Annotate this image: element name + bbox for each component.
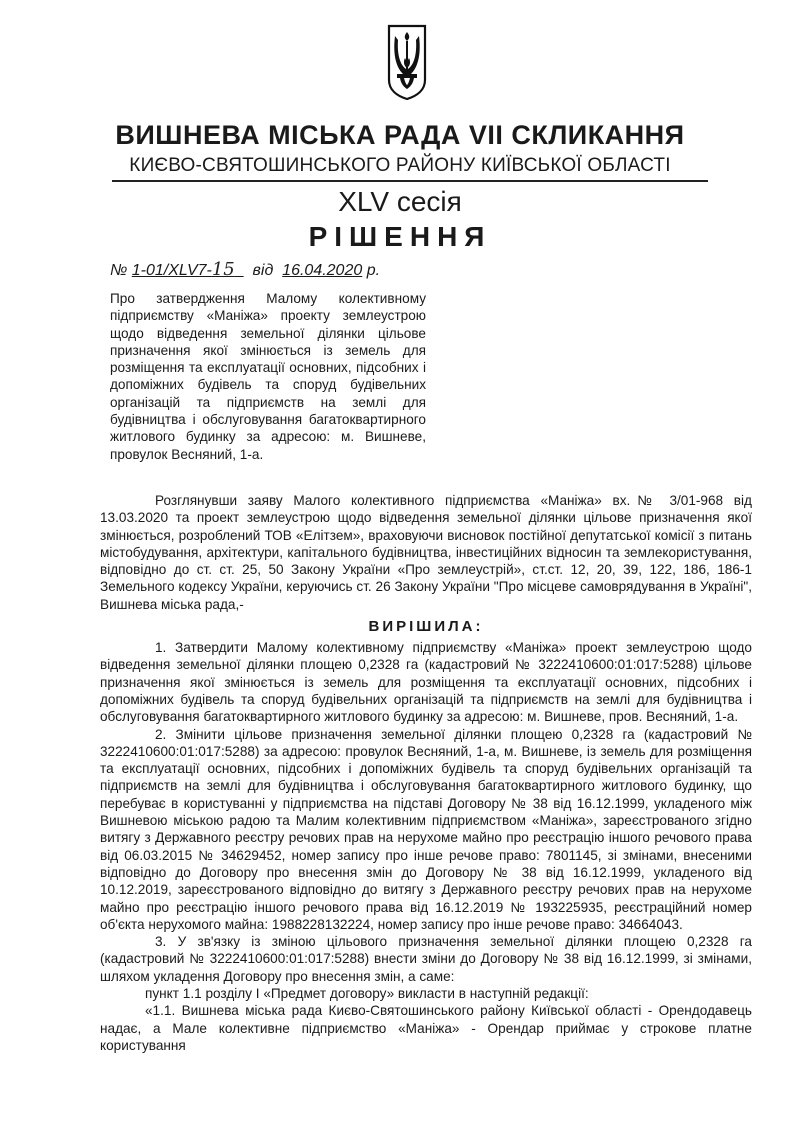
- number-label: №: [110, 262, 128, 279]
- header-divider: [112, 180, 708, 182]
- item-2: 2. Змінити цільове призначення земельної ділянки площею 0,2328 га (кадастровий № 3222410600:01:017:5288) за адресою: провулок Весняний, 1-а, м. Вишневе, із земель для розміщення та експлуатації основних, підсобних і допоміжних будівель та споруд будівельних організацій та підприємств на землі для будівництва і обслуговування багатоквартирного житлового будинку, що перебуває в користуванні у підприємства на підставі Договору № 38 від 16.12.1999, укладеного між Вишневою міською радою та Малим колективним підприємством «Маніжа», зареєстрованого згідно витягу з Державного реєстру речових прав на нерухоме майно про реєстрацію іншого речового права від 06.03.2015 № 34629452, номер запису про інше речове право: 7801145, зі змінами, внесеними відповідно до Договору про внесення змін до Договору № 38 від 16.12.1999, укладеного від 10.12.2019, зареєстрованого відповідно до витягу з Державного реєстру речових прав на нерухоме майно про реєстрацію іншого речового права від 16.12.2019 № 193225935, реєстраційний номер об'єкта нерухомого майна: 1988228132224, номер запису про інше речове право: 34664043.: [100, 726, 752, 932]
- sub-item-clause: пункт 1.1 розділу І «Предмет договору» викласти в наступній редакції:: [145, 986, 589, 1002]
- handwritten-number: 15: [211, 259, 235, 280]
- sub-item-quote: «1.1. Вишнева міська рада Києво-Святошинського району Київської області - Орендодавець надає, а Мале колективне підприємство «Маніжа» - Орендар приймає у строкове платне користування: [100, 1003, 752, 1053]
- preamble-paragraph: Розглянувши заяву Малого колективного підприємства «Маніжа» вх.№ 3/01-968 від 13.03.2020 та проект землеустрою щодо відведення земельної ділянки цільове призначення якої змінюється, розроблений ТОВ «Елітзем», враховуючи висновок постійної депутатської комісії з питань містобудування, архітектури, капітального будівництва, інвестиційних відносин та землекористування, відповідно до ст. ст. 25, 50 Закону України «Про землеустрій», ст.ст. 12, 20, 39, 122, 186, 186-1 Земельного кодексу України, керуючись ст. 26 Закону України "Про місцеве самоврядування в Україні", Вишнева міська рада,-: [100, 493, 752, 612]
- item-3: 3. У зв'язку із зміною цільового призначення земельної ділянки площею 0,2328 га (кадастровий № 3222410600:01:017:5288) внести зміни до Договору № 38 від 16.12.1999, зі змінами, шляхом укладення Договору про внесення змін, а саме:: [100, 934, 752, 984]
- decision-subject: Про затвердження Малому колективному підприємству «Маніжа» проекту землеустрою щодо відведення земельної ділянки цільове призначення якої змінюється із земель для розміщення та експлуатації основних, підсобних і допоміжних будівель та споруд будівельних організацій та підприємств на землі для будівництва і обслуговування багатоквартирного житлового будинку за адресою: м. Вишневе, провулок Весняний, 1-а.: [110, 291, 426, 462]
- decision-heading: РІШЕННЯ: [308, 221, 492, 252]
- date-from-label: від: [252, 262, 274, 279]
- council-title: ВИШНЕВА МІСЬКА РАДА VII СКЛИКАННЯ: [115, 120, 685, 150]
- item-1: 1. Затвердити Малому колективному підприємству «Маніжа» проект землеустрою щодо відведення земельної ділянки площею 0,2328 га (кадастровий № 3222410600:01:017:5288) цільове призначення якої змінюється із земель для розміщення та експлуатації основних, підсобних і допоміжних будівель та споруд будівельних організацій та підприємств на землі для будівництва і обслуговування багатоквартирного житлового будинку за адресою: м. Вишневе, пров. Весняний, 1-а.: [100, 640, 752, 725]
- decision-date: 16.04.2020: [282, 262, 363, 279]
- decision-number-line: [110, 258, 380, 283]
- district-subtitle: КИЄВО-СВЯТОШИНСЬКОГО РАЙОНУ КИЇВСЬКОЇ ОБЛАСТІ: [129, 155, 671, 176]
- session-label: XLV сесія: [338, 186, 462, 217]
- decision-body: [100, 492, 752, 1054]
- year-suffix: р.: [366, 262, 381, 279]
- resolved-heading: ВИРІШИЛА:: [368, 618, 484, 636]
- trident-coat-of-arms-icon: [383, 22, 431, 100]
- decision-number: 1-01/XLV7-15: [131, 259, 235, 280]
